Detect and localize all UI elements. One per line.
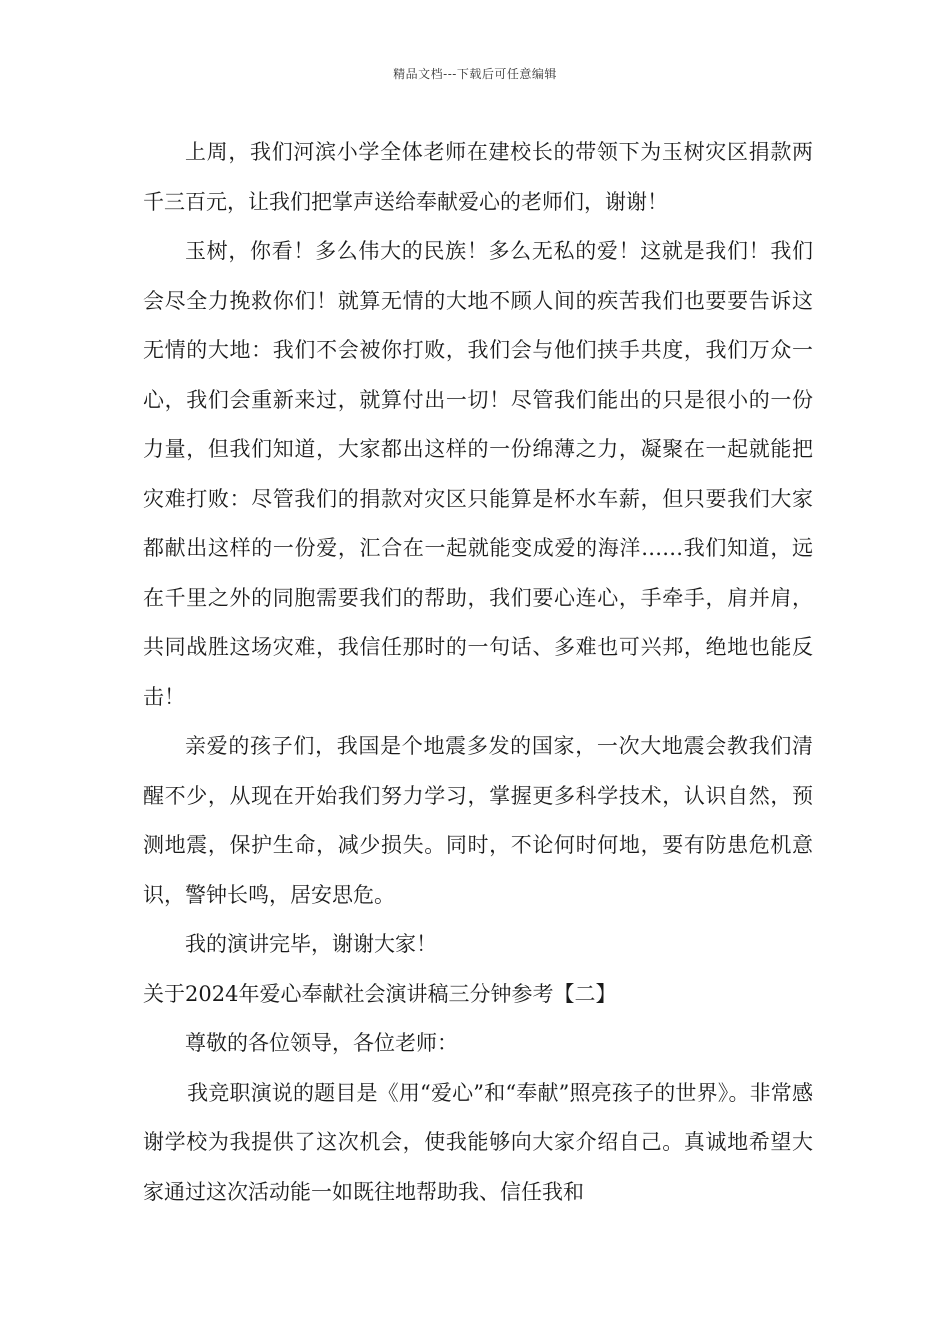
paragraph-children: 亲爱的孩子们，我国是个地震多发的国家，一次大地震会教我们清醒不少，从现在开始我们努力学习，掌握更多科学技术，认识自然，预测地震，保护生命，减少损失。同时，不论何时何地，要有防患危机意识，警钟长鸣，居安思危。 bbox=[143, 734, 813, 907]
paragraph-speech-title: 我竞职演说的题目是《用“爱心”和“奉献”照亮孩子的世界》。非常感谢学校为我提供了这次机会，使我能够向大家介绍自己。真诚地希望大家通过这次活动能一如既往地帮助我、信任我和 bbox=[143, 1080, 813, 1204]
paragraph-salutation: 尊敬的各位领导，各位老师： bbox=[185, 1031, 458, 1055]
paragraph-donation: 上周，我们河滨小学全体老师在建校长的带领下为玉树灾区捐款两千三百元，让我们把掌声送给奉献爱心的老师们，谢谢！ bbox=[143, 140, 813, 214]
paragraph-closing: 我的演讲完毕，谢谢大家！ bbox=[185, 932, 437, 956]
document-body bbox=[143, 128, 813, 1217]
paragraph-yushu: 玉树，你看！多么伟大的民族！多么无私的爱！这就是我们！我们会尽全力挽救你们！就算无情的大地不顾人间的疾苦我们也要要告诉这无情的大地：我们不会被你打败，我们会与他们挟手共度，我们万众一心，我们会重新来过，就算付出一切！尽管我们能出的只是很小的一份力量，但我们知道，大家都出这样的一份绵薄之力，凝聚在一起就能把灾难打败：尽管我们的捐款对灾区只能算是杯水车薪，但只要我们大家都献出这样的一份爱，汇合在一起就能变成爱的海洋……我们知道，远在千里之外的同胞需要我们的帮助，我们要心连心，手牵手，肩并肩，共同战胜这场灾难，我信任那时的一句话、多难也可兴邦，绝地也能反击！ bbox=[143, 239, 813, 709]
section-heading: 关于2024年爱心奉献社会演讲稿三分钟参考【二】 bbox=[143, 981, 617, 1006]
page-header: 精品文档---下载后可任意编辑 bbox=[393, 67, 557, 81]
